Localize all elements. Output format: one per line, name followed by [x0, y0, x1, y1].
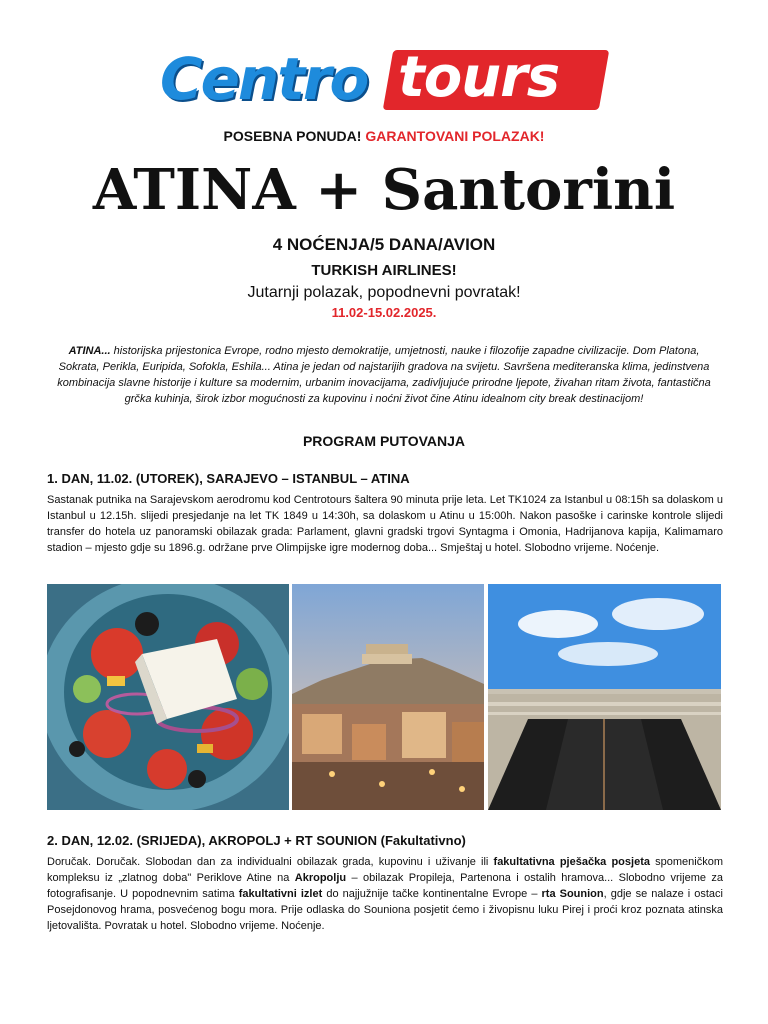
- logo-text-tours: tours: [398, 45, 560, 110]
- airline-line: TURKISH AIRLINES!: [311, 262, 457, 279]
- day-2-bold-4: rta Sounion: [541, 888, 604, 900]
- intro-paragraph: [55, 343, 713, 407]
- day-2-heading: 2. DAN, 12.02. (SRIJEDA), AKROPOLJ + RT SOUNION (Fakultativno): [47, 833, 466, 848]
- offer-prefix: POSEBNA PONUDA!: [223, 128, 362, 144]
- offer-highlight: GARANTOVANI POLAZAK!: [365, 128, 545, 144]
- day-2-text-3: – obilazak Propileja, Partenona i ostalih hramova... Slobodno vrijeme za fotografisanje. U popodnevnim satima: [47, 872, 723, 900]
- day-2-text-1: Doručak. Doručak. Slobodan dan za individualni obilazak grada, kupovinu i uživanje ili: [47, 856, 494, 868]
- program-heading: PROGRAM PUTOVANJA: [302, 433, 466, 449]
- departure-line: Jutarnji polazak, popodnevni povratak!: [247, 284, 521, 301]
- day-1-section: [47, 470, 723, 556]
- day-2-text-5: , gdje se nalaze i ostaci Posejdonovog hrama, posvećenog bogu mora. Prije odlaska do Souniona posjetit ćemo i živopisnu luku Pirej i proći kroz poznata atinska ljetovališta. Povratak u hotel. Slobodno vrijeme. Noćenje.: [47, 888, 723, 932]
- day-2-section: [47, 832, 723, 934]
- panathenaic-stadium-photo: [488, 584, 721, 810]
- centrotours-logo: [160, 44, 606, 114]
- day-1-heading: 1. DAN, 11.02. (UTOREK), SARAJEVO – ISTANBUL – ATINA: [47, 471, 410, 486]
- day-2-bold-3: fakultativni izlet: [238, 888, 323, 900]
- day-2-bold-1: fakultativna pješačka posjeta: [493, 856, 650, 868]
- greek-salad-photo: [47, 584, 289, 810]
- page-title: ATINA + Santorini: [92, 157, 676, 223]
- offer-line: [0, 128, 768, 144]
- day-2-bold-2: Akropolju: [294, 872, 347, 884]
- travel-dates: 11.02-15.02.2025.: [331, 305, 437, 320]
- day-2-text: [47, 854, 723, 934]
- athens-acropolis-city-photo: [292, 584, 484, 810]
- day-2-text-4: do najjužnije tačke kontinentalne Evrope –: [322, 888, 542, 900]
- logo-text-centro: Centro: [160, 45, 368, 113]
- day-1-text: Sastanak putnika na Sarajevskom aerodromu kod Centrotours šaltera 90 minuta prije leta. Let TK1024 za Istanbul u 08:15h sa dolaskom u Istanbul u 12.15h. slijedi presjedanje na let TK 1849 u 14:30h, sa dolaskom u Atinu u 15:00h. Nakon pasoške i carinske kontrole slijedi transfer do hotela uz panoramski obilazak grada: Parlament, glavni gradski trgovi Syntagma i Omonia, Hadrijanova kapija, Kalimamaro stadion – mjesto gdje su 1896.g. održane prve Olimpijske igre modernog doba... Smještaj u hotel. Slobodno vrijeme. Noćenje.: [47, 494, 723, 554]
- intro-lead: ATINA...: [68, 345, 111, 357]
- intro-text: historijska prijestonica Evrope, rodno mjesto demokratije, umjetnosti, nauke i filozofije zapadne civilizacije. Dom Platona, Sokrata, Perikla, Euripida, Sofokla, Eshila... Atina je jedan od najstarijih gradova na svijetu. Savršena mediteranska klima, jedinstvena kombinacija slavne historije i kulture sa modernim, urbanim inovacijama, zadivljujuće prirodne ljepote, živahan ritam života, fantastična grčka kuhinja, širok izbor mogućnosti za kupovinu i noćni život čine Atinu idealnom city break destinacijom!: [57, 345, 711, 405]
- duration-line: 4 NOĆENJA/5 DANA/AVION: [272, 235, 496, 254]
- day-2-text-2: spomeničkom kompleksu iz „zlatnog doba" Periklove Atine na: [47, 856, 723, 884]
